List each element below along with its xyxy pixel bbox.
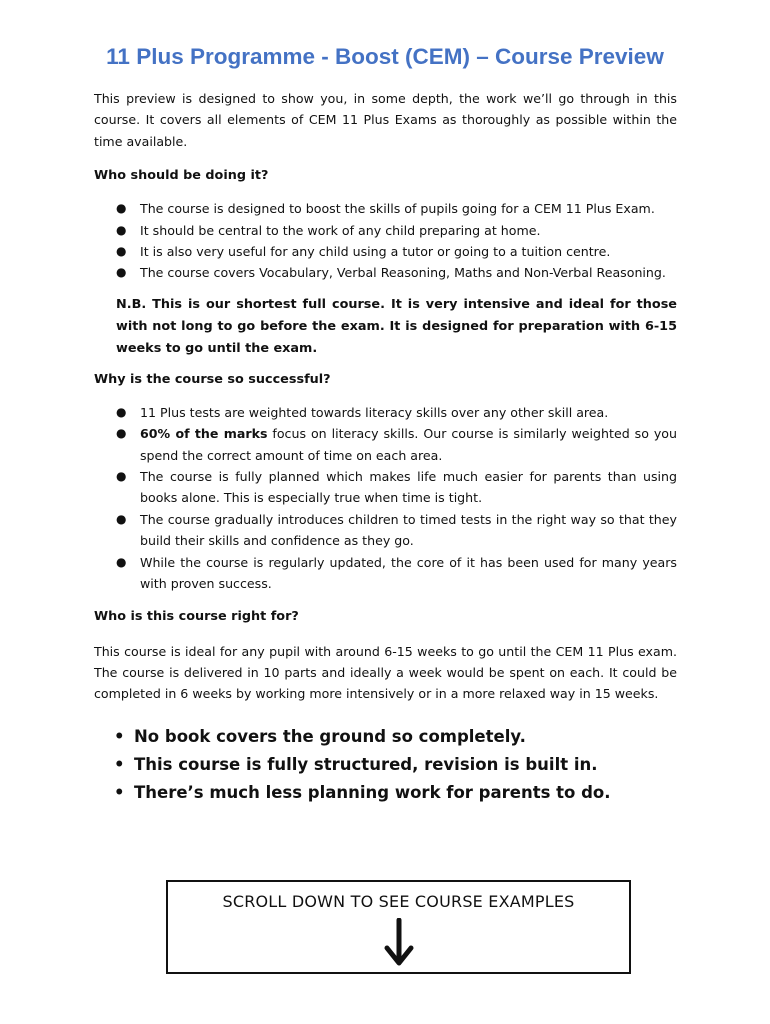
list-item: ● The course gradually introduces children to timed tests in the right way so that they build their skills and confidence as they go.	[94, 509, 677, 552]
who-bullet-list	[94, 198, 677, 284]
list-item: • There’s much less planning work for parents to do.	[94, 779, 677, 807]
right-for-paragraph: This course is ideal for any pupil with around 6-15 weeks to go until the CEM 11 Plus exam. The course is delivered in 10 parts and ideally a week would be spent on each. It could be completed in 6 weeks by working more intensively or in a more relaxed way in 15 weeks.	[94, 643, 677, 702]
bullet-icon: •	[114, 782, 125, 802]
list-item: ● The course is designed to boost the skills of pupils going for a CEM 11 Plus Exam.	[94, 198, 677, 219]
list-item: ● The course is fully planned which makes life much easier for parents than using books alone. This is especially true when time is tight.	[94, 466, 677, 509]
bullet-icon: ●	[116, 201, 127, 216]
bullet-icon: ●	[116, 426, 127, 441]
section-heading-right-for: Who is this course right for?	[94, 608, 299, 624]
bullet-icon: ●	[116, 222, 127, 237]
list-item: • This course is fully structured, revision is built in.	[94, 751, 677, 779]
why-bullet-list	[94, 402, 677, 595]
bullet-icon: ●	[116, 469, 127, 484]
list-item: ● 11 Plus tests are weighted towards literacy skills over any other skill area.	[94, 402, 677, 423]
highlights-list	[94, 723, 677, 807]
section-heading-who: Who should be doing it?	[94, 168, 269, 184]
scroll-down-box	[166, 880, 631, 974]
scroll-down-label: SCROLL DOWN TO SEE COURSE EXAMPLES	[222, 892, 575, 911]
list-item: ● 60% of the marks focus on literacy skills. Our course is similarly weighted so you spend the correct amount of time on each area.	[94, 423, 677, 466]
bullet-icon: ●	[116, 265, 127, 280]
list-item: ● It is also very useful for any child using a tutor or going to a tuition centre.	[94, 241, 677, 262]
down-arrow-icon	[383, 918, 415, 968]
bullet-icon: ●	[116, 244, 127, 259]
page-title: 11 Plus Programme - Boost (CEM) – Course Preview	[106, 44, 664, 69]
document-body	[94, 88, 677, 807]
list-item: ● The course covers Vocabulary, Verbal Reasoning, Maths and Non-Verbal Reasoning.	[94, 262, 677, 283]
list-item: ● It should be central to the work of any child preparing at home.	[94, 220, 677, 241]
list-item: • No book covers the ground so completely.	[94, 723, 677, 751]
intro-paragraph: This preview is designed to show you, in some depth, the work we’ll go through in this course. It covers all elements of CEM 11 Plus Exams as thoroughly as possible within the time available.	[94, 91, 677, 149]
bullet-icon: •	[114, 726, 125, 746]
bullet-icon: •	[114, 754, 125, 774]
section-heading-why: Why is the course so successful?	[94, 371, 331, 387]
emphasis-text: 60% of the marks	[140, 426, 268, 442]
bullet-icon: ●	[116, 511, 127, 526]
bullet-icon: ●	[116, 404, 127, 419]
bullet-icon: ●	[116, 554, 127, 569]
list-item: ● While the course is regularly updated, the core of it has been used for many years with proven success.	[94, 552, 677, 595]
nb-note: N.B. This is our shortest full course. It is very intensive and ideal for those with not long to go before the exam. It is designed for preparation with 6-15 weeks to go until the exam.	[116, 296, 677, 356]
